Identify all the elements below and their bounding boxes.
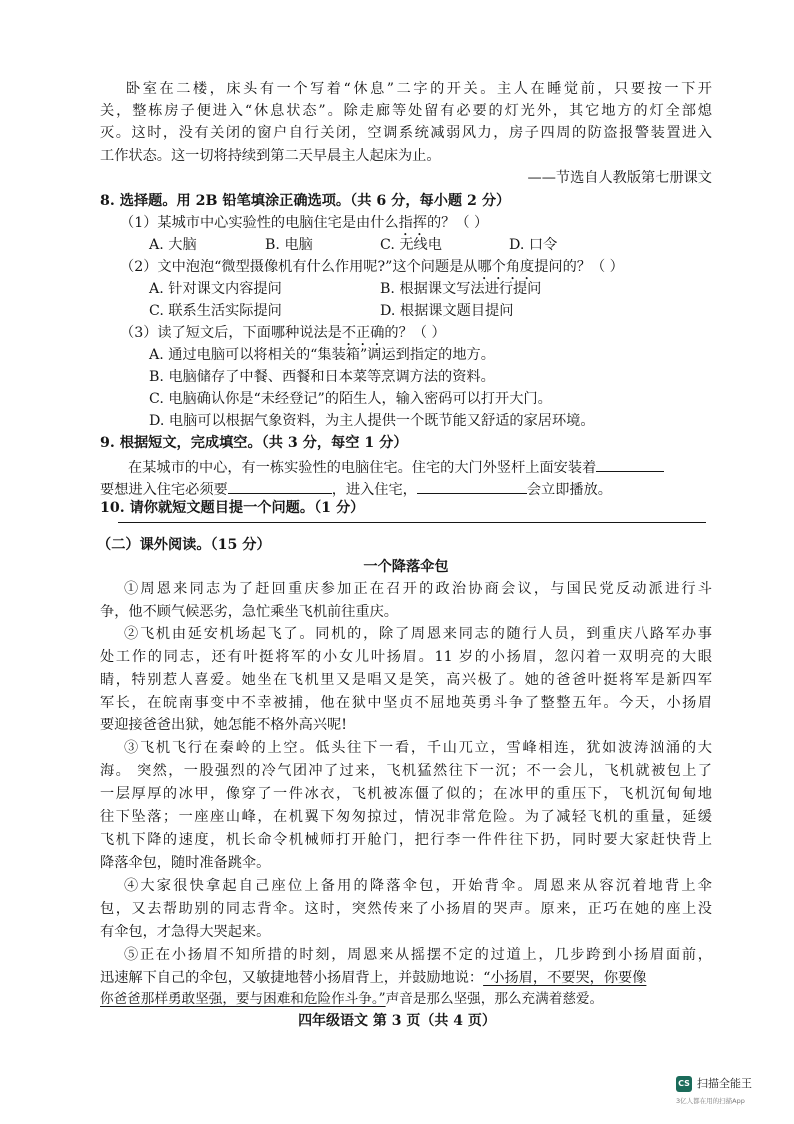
scanner-app-tagline: 3亿人都在用的扫描App	[676, 1097, 745, 1105]
p3-line-4: 往下坠落；一座座山峰，在机翼下匆匆掠过，情况非常危险。为了减轻飞机的重量，延缓	[100, 809, 712, 825]
q8-3-stem-emphasis: 不正确	[341, 325, 385, 341]
scanner-logo-icon: CS	[676, 1076, 692, 1092]
p1-line-2: 争，他不顾气候恶劣，急忙乘坐飞机前往重庆。	[100, 604, 398, 620]
p3-line-1: ③飞机飞行在秦岭的上空。低头往下一看，千山兀立，雪峰相连，犹如波涛汹涌的大	[124, 740, 712, 756]
q9-heading: 9. 根据短文，完成填空。（共 3 分，每空 1 分）	[100, 435, 408, 451]
passage-source: ——节选自人教版第七册课文	[527, 170, 712, 186]
p2-line-5: 要迎接爸爸出狱，她怎能不格外高兴呢!	[100, 717, 347, 733]
p3-line-5: 飞机下降的速度，机长命令机械师打开舱门，把行李一件件往下扔，同时要大家赶快背上	[100, 832, 712, 848]
p5-underlined-quote-2: 你爸爸那样勇敢坚强，要与困难和危险作斗争。”	[100, 991, 386, 1007]
q8-2-option-a[interactable]: A. 针对课文内容提问	[149, 281, 282, 297]
passage-line-1: 卧室在二楼，床头有一个写着“休息”二字的开关。主人在睡觉前，只要按一下开	[126, 81, 712, 97]
p5-line-2-text: 迅速解下自己的伞包，又敏捷地替小扬眉背上，并鼓励地说：	[100, 970, 484, 986]
q8-1-stem-bracket[interactable]: 的？（ ）	[426, 215, 489, 231]
q8-3-option-b[interactable]: B. 电脑储存了中餐、西餐和日本菜等烹调方法的资料。	[149, 369, 495, 385]
q8-1-option-b[interactable]: B. 电脑	[265, 237, 313, 253]
q9-line-2	[100, 478, 712, 500]
p3-line-2: 海。 突然，一股强烈的冷气团冲了过来，飞机猛然往下一沉；不一会儿，飞机就被包上了	[100, 763, 712, 779]
passage-line-2: 关，整栋房子便进入“休息状态”。除走廊等处留有必要的灯光外，其它地方的灯全部熄	[100, 103, 712, 119]
q9-line-2-text-b: ，进入住宅，	[331, 482, 417, 498]
p2-line-4: 军长，在皖南事变中不幸被捕，他在狱中坚贞不屈地英勇斗争了整整五年。今天，小扬眉	[100, 695, 712, 711]
q8-1-option-a[interactable]: A. 大脑	[149, 237, 197, 253]
p3-line-6: 降落伞包，随时准备跳伞。	[100, 855, 271, 871]
article-title: 一个降落伞包	[363, 559, 449, 575]
q9-line-2-text-c: 会立即播放。	[526, 482, 612, 498]
q8-3-option-d[interactable]: D. 电脑可以根据气象资料，为主人提供一个既节能又舒适的家居环境。	[149, 413, 595, 429]
q8-2-option-b[interactable]: B. 根据课文写法进行提问	[380, 281, 542, 297]
page-footer: 四年级语文 第 3 页（共 4 页）	[298, 1013, 496, 1029]
p5-underlined-quote-1: “小扬眉，不要哭，你要像	[483, 970, 647, 986]
q9-blank-1[interactable]	[596, 456, 664, 472]
q8-2-option-c[interactable]: C. 联系生活实际提问	[149, 303, 282, 319]
q9-blank-3[interactable]	[417, 478, 527, 494]
q9-blank-2[interactable]	[228, 478, 332, 494]
q8-3-stem-text: （3）读了短文后，下面哪种说法是	[120, 325, 342, 341]
q8-1-option-d[interactable]: D. 口令	[509, 237, 558, 253]
p5-line-2	[100, 969, 712, 988]
scanner-app-name: 扫描全能王	[697, 1077, 752, 1090]
p2-line-2: 处工作的同志，还有叶挺将军的小女儿叶扬眉。11 岁的小扬眉，忽闪着一双明亮的大眼	[100, 649, 712, 665]
q8-1-option-c[interactable]: C. 无线电	[380, 237, 442, 253]
q8-3-option-c[interactable]: C. 电脑确认你是“未经登记”的陌生人，输入密码可以打开大门。	[149, 391, 552, 407]
scanner-watermark	[676, 1072, 794, 1112]
q8-3-stem-bracket[interactable]: 的？（ ）	[384, 325, 446, 341]
q10-heading: 10. 请你就短文题目提一个问题。（1 分）	[100, 500, 365, 516]
q8-2-option-d[interactable]: D. 根据课文题目提问	[380, 303, 514, 319]
part2-heading: （二）课外阅读。（15 分）	[97, 537, 271, 553]
q9-line-1-text: 在某城市的中心，有一栋实验性的电脑住宅。住宅的大门外竖杆上面安装着	[128, 460, 597, 476]
p2-line-1: ②飞机由延安机场起飞了。同机的，除了周恩来同志的随行人员，到重庆八路军办事	[124, 626, 712, 642]
q9-line-1	[128, 456, 740, 478]
p5-line-3-text: 声音是那么坚强，那么充满着慈爱。	[385, 991, 604, 1007]
q8-2-stem-bracket[interactable]: 提问的？（ ）	[534, 259, 624, 275]
p2-line-3: 睛，特别惹人喜爱。她坐在飞机里又是唱又是笑，高兴极了。她的爸爸叶挺将军是新四军	[100, 672, 712, 688]
p1-line-1: ①周恩来同志为了赶回重庆参加正在召开的政治协商会议，与国民党反动派进行斗	[124, 581, 712, 597]
q8-1-stem-text: （1）某城市中心实验性的电脑住宅是由什么	[120, 215, 399, 231]
p4-line-2: 包，又去帮助别的同志背伞。这时，突然传来了小扬眉的哭声。原来，正巧在她的座上没	[100, 901, 712, 917]
p4-line-3: 有伞包，才急得大哭起来。	[100, 924, 271, 940]
q8-heading: 8. 选择题。用 2B 铅笔填涂正确选项。（共 6 分，每小题 2 分）	[100, 193, 511, 209]
p5-line-3	[100, 990, 712, 1009]
p5-line-1: ⑤正在小扬眉不知所措的时刻，周恩来从摇摆不定的过道上，几步跨到小扬眉面前，	[124, 947, 712, 963]
passage-line-4: 工作状态。这一切将持续到第二天早晨主人起床为止。	[100, 148, 441, 164]
q10-answer-line[interactable]	[118, 522, 706, 523]
q8-3-option-a[interactable]: A. 通过电脑可以将相关的“集装箱”调运到指定的地方。	[149, 347, 495, 363]
q8-2-stem-text: （2）文中泡泡“微型摄像机有什么作用呢?”这个问题是从	[120, 259, 478, 275]
passage-line-3: 灭。这时，没有关闭的窗户自行关闭，空调系统减弱风力，房子四周的防盗报警装置进入	[100, 125, 712, 141]
q9-line-2-text-a: 要想进入住宅必须要	[100, 482, 228, 498]
p3-line-3: 一层厚厚的冰甲，像穿了一件冰衣，飞机被冻僵了似的；在冰甲的重压下，飞机沉甸甸地	[100, 786, 712, 802]
p4-line-1: ④大家很快拿起自己座位上备用的降落伞包，开始背伞。周恩来从容沉着地背上伞	[124, 878, 712, 894]
q8-2-stem-emphasis: 哪个角度	[477, 259, 535, 275]
q8-1-stem-emphasis: 指挥	[398, 215, 427, 231]
